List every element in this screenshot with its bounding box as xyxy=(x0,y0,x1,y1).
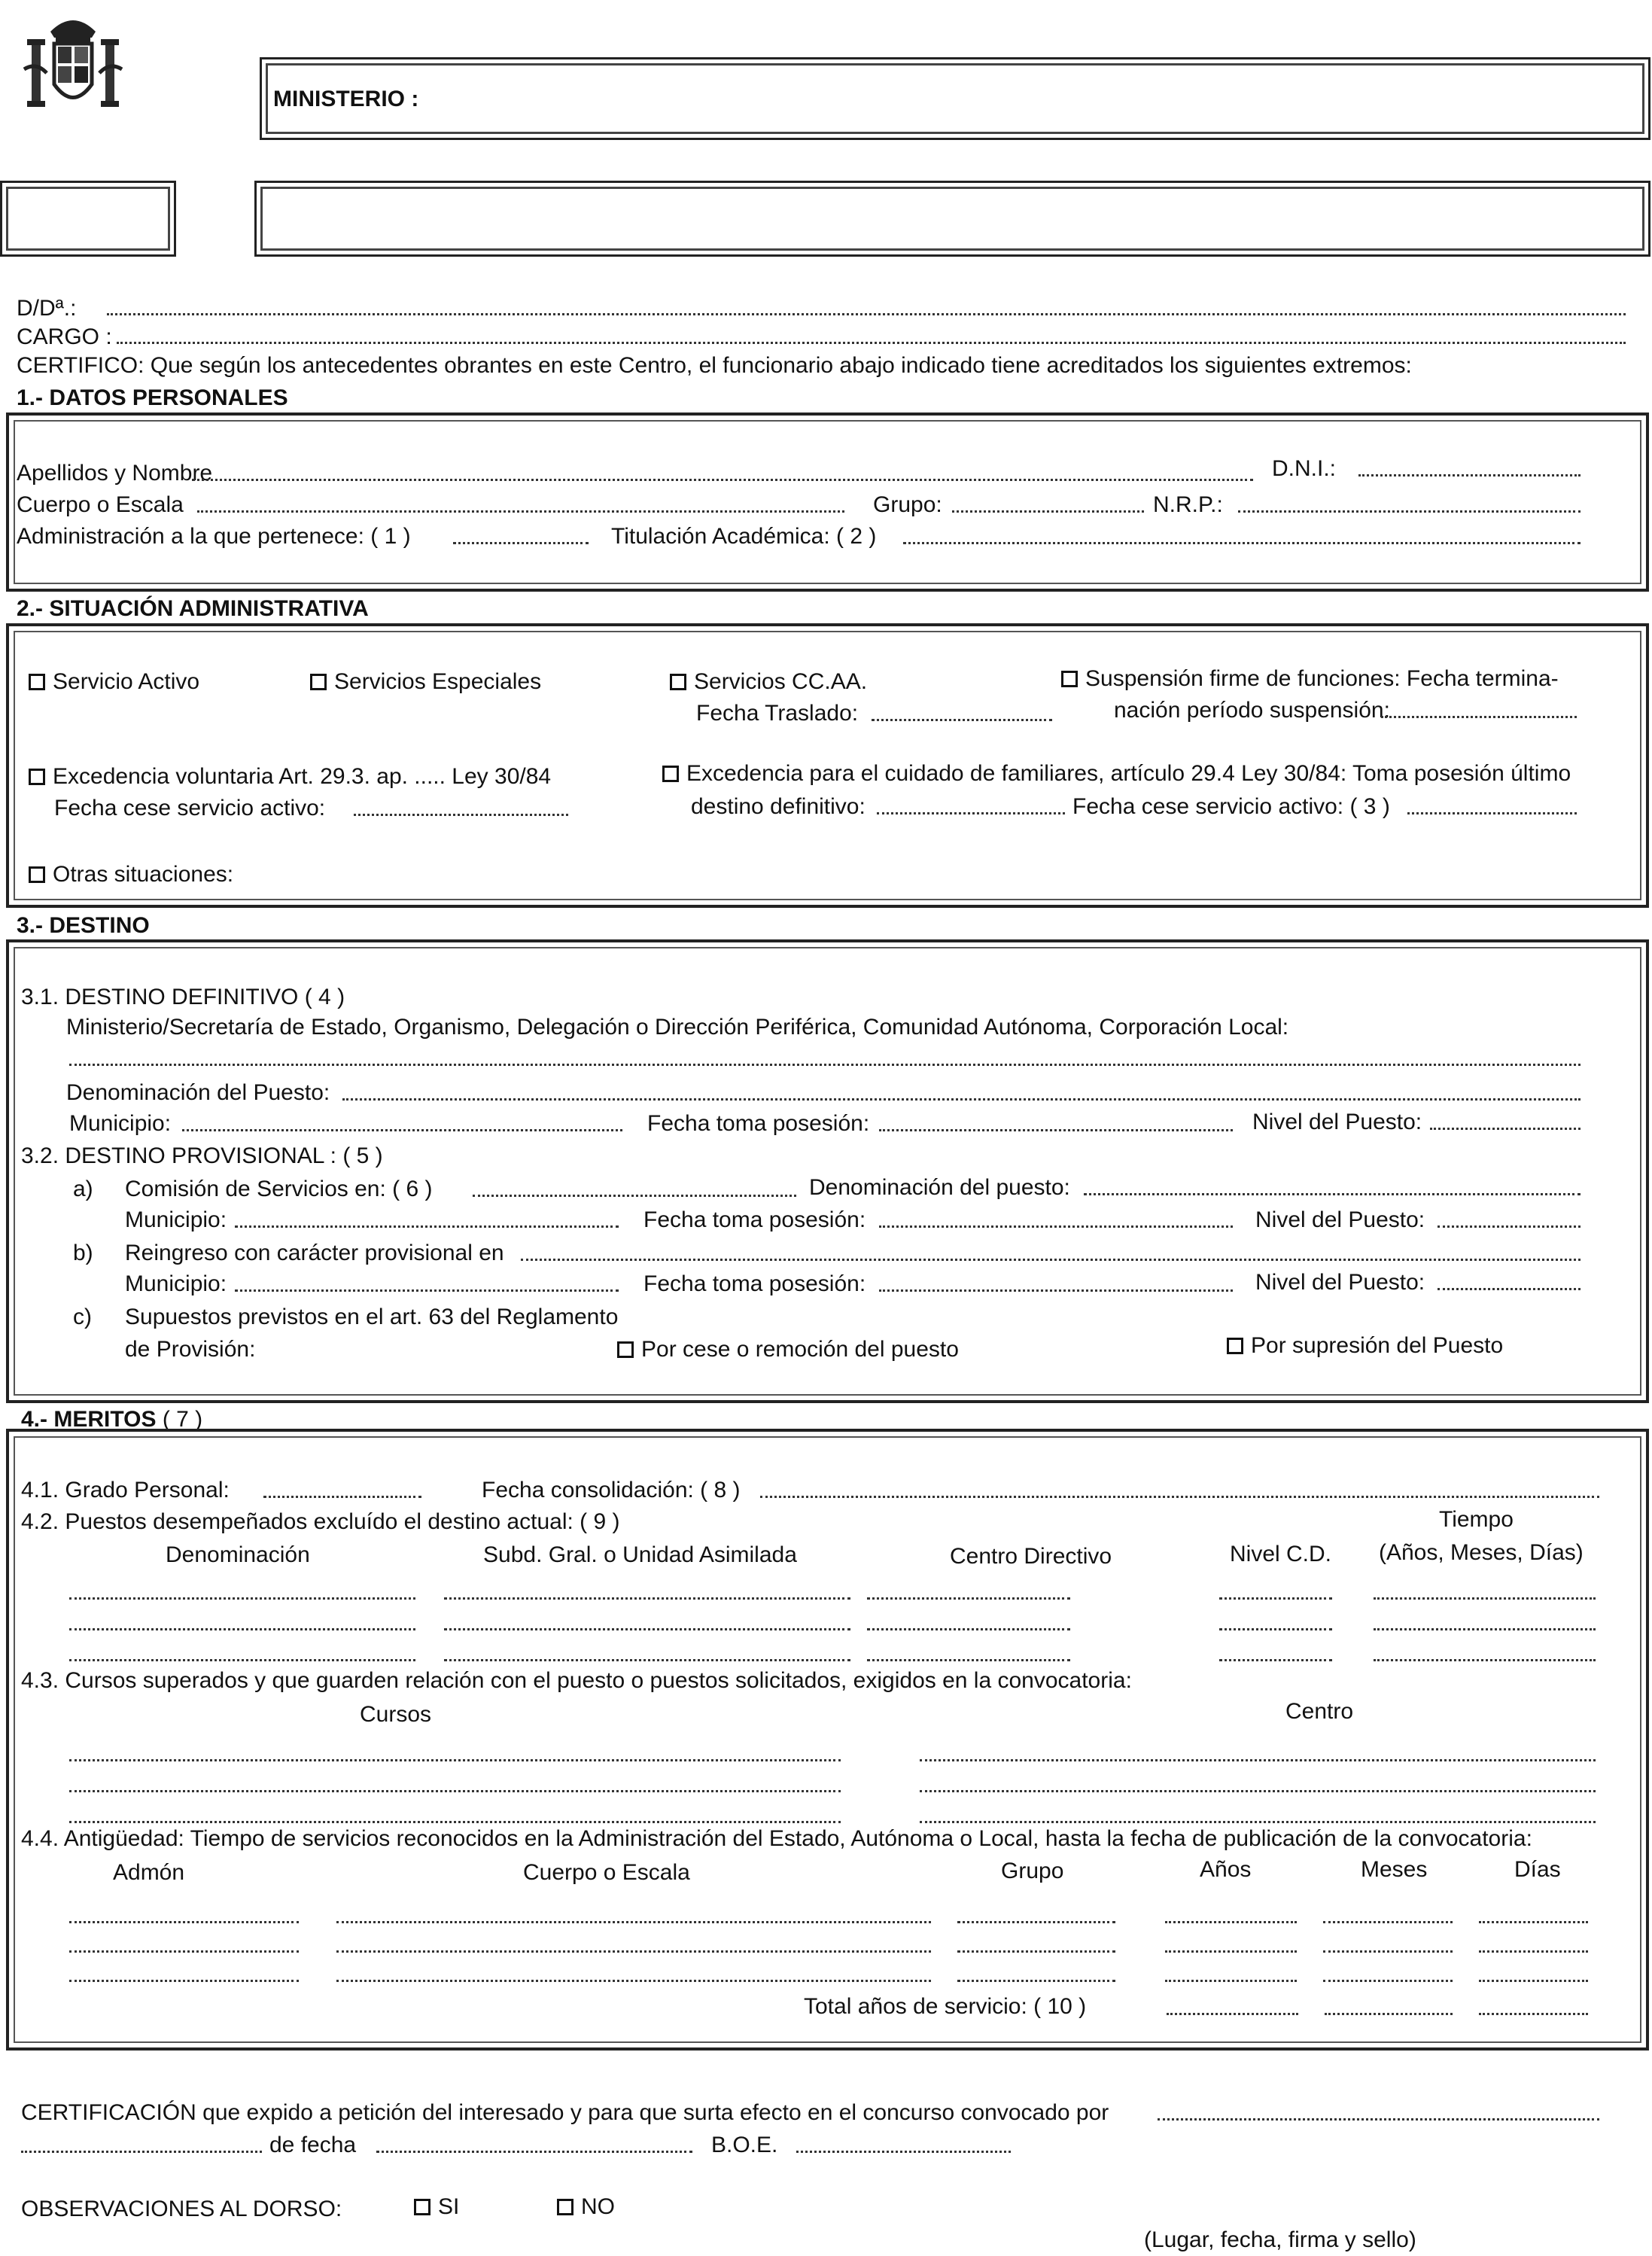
boe-label: B.O.E. xyxy=(711,2133,778,2157)
antiguedad-row-1-col-1[interactable] xyxy=(69,1921,299,1923)
dd-label: D/Dª.: xyxy=(17,296,77,321)
checkbox-icon[interactable] xyxy=(1227,1338,1243,1354)
section-4-title: 4.- MERITOS ( 7 ) xyxy=(21,1407,203,1432)
fecha-cese-3-field[interactable] xyxy=(1407,812,1577,814)
puesto-row-3-col-5[interactable] xyxy=(1374,1659,1596,1661)
fecha-toma-field[interactable] xyxy=(879,1129,1233,1131)
certificacion-text: CERTIFICACIÓN que expido a petición del interesado y para que surta efecto en el concurso convocado por xyxy=(21,2100,1109,2125)
destino-definitivo-field[interactable] xyxy=(877,812,1065,814)
puesto-row-2-col-2[interactable] xyxy=(444,1628,850,1630)
section-2-title: 2.- SITUACIÓN ADMINISTRATIVA xyxy=(17,596,369,621)
nivel-b-field[interactable] xyxy=(1438,1288,1581,1290)
supresion-option[interactable]: Por supresión del Puesto xyxy=(1227,1332,1503,1359)
puesto-row-1-col-5[interactable] xyxy=(1374,1597,1596,1600)
fecha-consolidacion-label: Fecha consolidación: ( 8 ) xyxy=(482,1478,741,1502)
antiguedad-row-3-col-6[interactable] xyxy=(1479,1980,1588,1982)
grupo-field[interactable] xyxy=(952,510,1144,513)
checkbox-icon[interactable] xyxy=(29,769,45,785)
denominacion-field[interactable] xyxy=(342,1098,1581,1101)
grado-field[interactable] xyxy=(263,1496,421,1498)
otras-situaciones-option[interactable]: Otras situaciones: xyxy=(29,861,233,888)
admin-label: Administración a la que pertenece: ( 1 ) xyxy=(17,524,411,549)
col-denominacion: Denominación xyxy=(166,1542,310,1567)
nivel-a-field[interactable] xyxy=(1438,1225,1581,1228)
titulacion-label: Titulación Académica: ( 2 ) xyxy=(611,524,877,549)
dd-field[interactable] xyxy=(107,313,1626,315)
puesto-row-2-col-3[interactable] xyxy=(867,1628,1070,1630)
puesto-row-2-col-5[interactable] xyxy=(1374,1628,1596,1630)
col-nivel-cd: Nivel C.D. xyxy=(1230,1542,1332,1566)
antiguedad-row-3-col-4[interactable] xyxy=(1165,1980,1297,1982)
ministerio-box[interactable] xyxy=(260,57,1650,140)
checkbox-icon[interactable] xyxy=(662,766,679,782)
grado-label: 4.1. Grado Personal: xyxy=(21,1478,230,1502)
checkbox-icon[interactable] xyxy=(670,674,686,690)
curso-row-2-col-2[interactable] xyxy=(920,1790,1596,1792)
puesto-row-1-col-2[interactable] xyxy=(444,1597,850,1600)
col-dias: Días xyxy=(1514,1857,1561,1882)
boe-field[interactable] xyxy=(796,2151,1011,2153)
col-cuerpo: Cuerpo o Escala xyxy=(523,1860,690,1885)
coat-of-arms-icon xyxy=(17,9,129,122)
col-admon: Admón xyxy=(113,1860,185,1885)
observaciones-label: OBSERVACIONES AL DORSO: xyxy=(21,2197,342,2221)
checkbox-icon[interactable] xyxy=(557,2199,573,2215)
checkbox-icon[interactable] xyxy=(1061,671,1078,687)
puesto-row-3-col-2[interactable] xyxy=(444,1659,850,1661)
puestos-label: 4.2. Puestos desempeñados excluído el destino actual: ( 9 ) xyxy=(21,1509,620,1534)
reingreso-label: Reingreso con carácter provisional en xyxy=(125,1241,504,1265)
de-fecha-field[interactable] xyxy=(376,2151,692,2153)
suspension-option[interactable]: Suspensión firme de funciones: Fecha termina- xyxy=(1061,665,1559,693)
code-box[interactable] xyxy=(0,181,176,257)
cargo-label: CARGO : xyxy=(17,324,112,349)
curso-row-1-col-1[interactable] xyxy=(69,1759,841,1761)
nrp-label: N.R.P.: xyxy=(1153,492,1223,517)
item-c: c) xyxy=(73,1305,92,1329)
puesto-row-3-col-4[interactable] xyxy=(1219,1659,1332,1661)
fecha-toma-a-field[interactable] xyxy=(879,1225,1233,1228)
municipio-a-field[interactable] xyxy=(235,1225,619,1228)
apellidos-field[interactable] xyxy=(192,479,1253,481)
destino-definitivo-label: destino definitivo: xyxy=(691,794,866,819)
no-option[interactable]: NO xyxy=(557,2194,615,2221)
item-b: b) xyxy=(73,1241,93,1265)
antiguedad-row-2-col-1[interactable] xyxy=(69,1950,299,1953)
cuerpo-field[interactable] xyxy=(197,510,844,513)
municipio-a-label: Municipio: xyxy=(125,1207,227,1232)
checkbox-icon[interactable] xyxy=(29,674,45,690)
denom-puesto-label: Denominación del puesto: xyxy=(809,1175,1070,1200)
fecha-toma-a-label: Fecha toma posesión: xyxy=(643,1207,866,1232)
puesto-row-2-col-1[interactable] xyxy=(69,1628,415,1630)
destino-provisional-heading: 3.2. DESTINO PROVISIONAL : ( 5 ) xyxy=(21,1143,383,1168)
servicios-ccaa-option[interactable]: Servicios CC.AA. xyxy=(670,668,867,696)
col-subd: Subd. Gral. o Unidad Asimilada xyxy=(483,1542,797,1567)
puesto-row-3-col-3[interactable] xyxy=(867,1659,1070,1661)
provision-label: de Provisión: xyxy=(125,1337,256,1362)
total-anos-field[interactable] xyxy=(1167,2013,1298,2015)
municipio-label: Municipio: xyxy=(69,1111,172,1136)
puesto-row-1-col-4[interactable] xyxy=(1219,1597,1332,1600)
antiguedad-row-2-col-5[interactable] xyxy=(1323,1950,1453,1953)
apellidos-label: Apellidos y Nombre xyxy=(17,461,213,486)
dni-field[interactable] xyxy=(1358,474,1581,476)
excedencia-voluntaria-option[interactable]: Excedencia voluntaria Art. 29.3. ap. ..... Ley 30/84 xyxy=(29,763,551,790)
cese-option[interactable]: Por cese o remoción del puesto xyxy=(617,1336,959,1363)
comision-label: Comisión de Servicios en: ( 6 ) xyxy=(125,1177,433,1201)
firma-label: (Lugar, fecha, firma y sello) xyxy=(1144,2227,1416,2252)
fecha-cese-field[interactable] xyxy=(354,814,568,816)
fecha-traslado-label: Fecha Traslado: xyxy=(696,701,859,726)
antiguedad-row-1-col-3[interactable] xyxy=(957,1921,1115,1923)
antiguedad-row-2-col-4[interactable] xyxy=(1165,1950,1297,1953)
antiguedad-row-3-col-3[interactable] xyxy=(957,1980,1115,1982)
destino-definitivo-heading: 3.1. DESTINO DEFINITIVO ( 4 ) xyxy=(21,985,345,1009)
col-meses: Meses xyxy=(1361,1857,1428,1882)
checkbox-icon[interactable] xyxy=(310,674,327,690)
antiguedad-row-1-col-6[interactable] xyxy=(1479,1921,1588,1923)
antiguedad-heading: 4.4. Antigüedad: Tiempo de servicios reconocidos en la Administración del Estado, Autónoma o Local, hasta la fecha de publicación de la convocatoria: xyxy=(21,1826,1532,1851)
denominacion-label: Denominación del Puesto: xyxy=(66,1080,330,1105)
reingreso-field[interactable] xyxy=(521,1259,1581,1261)
section-3-title: 3.- DESTINO xyxy=(17,913,150,938)
section-4-note: ( 7 ) xyxy=(162,1407,203,1432)
ministerio-organismo-label: Ministerio/Secretaría de Estado, Organismo, Delegación o Dirección Periférica, Comunidad Autónoma, Corporación Local: xyxy=(66,1015,1289,1040)
suspension-fecha-label: nación período suspensión: xyxy=(1114,698,1390,723)
fecha-toma-b-label: Fecha toma posesión: xyxy=(643,1271,866,1296)
section-1-title: 1.- DATOS PERSONALES xyxy=(17,385,288,410)
antiguedad-row-3-col-1[interactable] xyxy=(69,1980,299,1982)
tiempo-label: Tiempo xyxy=(1439,1507,1514,1532)
admin-field[interactable] xyxy=(453,542,589,544)
col-cursos: Cursos xyxy=(360,1702,432,1727)
antiguedad-row-2-col-2[interactable] xyxy=(336,1950,931,1953)
puesto-row-2-col-4[interactable] xyxy=(1219,1628,1332,1630)
supuestos-label: Supuestos previstos en el art. 63 del Reglamento xyxy=(125,1305,619,1329)
curso-row-3-col-1[interactable] xyxy=(69,1821,841,1823)
col-centro-directivo: Centro Directivo xyxy=(950,1544,1112,1569)
checkbox-icon[interactable] xyxy=(617,1341,634,1358)
titulacion-field[interactable] xyxy=(903,542,1581,544)
nivel-label: Nivel del Puesto: xyxy=(1252,1110,1422,1134)
si-option[interactable]: SI xyxy=(414,2194,459,2221)
curso-row-1-col-2[interactable] xyxy=(920,1759,1596,1761)
cursos-heading: 4.3. Cursos superados y que guarden relación con el puesto o puestos solicitados, exigidos en la convocatoria: xyxy=(21,1668,1132,1693)
unit-box[interactable] xyxy=(254,181,1650,257)
fecha-cese-3-label: Fecha cese servicio activo: ( 3 ) xyxy=(1072,794,1390,819)
puesto-row-1-col-3[interactable] xyxy=(867,1597,1070,1600)
col-grupo: Grupo xyxy=(1001,1859,1064,1883)
fecha-consolidacion-field[interactable] xyxy=(760,1496,1599,1498)
antiguedad-row-1-col-4[interactable] xyxy=(1165,1921,1297,1923)
concurso-field[interactable] xyxy=(1158,2118,1599,2121)
checkbox-icon[interactable] xyxy=(414,2199,430,2215)
total-label: Total años de servicio: ( 10 ) xyxy=(804,1994,1087,2019)
puesto-row-3-col-1[interactable] xyxy=(69,1659,415,1661)
ministerio-organismo-field[interactable] xyxy=(69,1064,1581,1066)
curso-row-2-col-1[interactable] xyxy=(69,1790,841,1792)
cuerpo-label: Cuerpo o Escala xyxy=(17,492,184,517)
municipio-b-field[interactable] xyxy=(235,1289,619,1292)
concurso-cont-field[interactable] xyxy=(21,2151,262,2153)
antiguedad-row-1-col-2[interactable] xyxy=(336,1921,931,1923)
curso-row-3-col-2[interactable] xyxy=(920,1821,1596,1823)
municipio-field[interactable] xyxy=(182,1129,622,1131)
cargo-field[interactable] xyxy=(117,342,1626,344)
fecha-cese-label: Fecha cese servicio activo: xyxy=(54,796,326,821)
certifico-text: CERTIFICO: Que según los antecedentes obrantes en este Centro, el funcionario abajo indicado tiene acreditados los siguientes extremos: xyxy=(17,353,1412,378)
item-a: a) xyxy=(73,1177,93,1201)
excedencia-familiares-option[interactable]: Excedencia para el cuidado de familiares, artículo 29.4 Ley 30/84: Toma posesión último xyxy=(662,760,1571,787)
nivel-b-label: Nivel del Puesto: xyxy=(1255,1270,1425,1295)
col-centro: Centro xyxy=(1285,1699,1354,1724)
nrp-field[interactable] xyxy=(1238,510,1581,513)
antiguedad-row-2-col-6[interactable] xyxy=(1479,1950,1588,1953)
section-1-box xyxy=(6,413,1649,592)
ministerio-label: MINISTERIO : xyxy=(273,87,419,111)
grupo-label: Grupo: xyxy=(873,492,942,517)
fecha-toma-b-field[interactable] xyxy=(879,1289,1233,1292)
dni-label: D.N.I.: xyxy=(1272,456,1337,481)
antiguedad-row-2-col-3[interactable] xyxy=(957,1950,1115,1953)
antiguedad-row-3-col-5[interactable] xyxy=(1323,1980,1453,1982)
total-dias-field[interactable] xyxy=(1479,2013,1588,2015)
servicios-especiales-option[interactable]: Servicios Especiales xyxy=(310,668,541,696)
checkbox-icon[interactable] xyxy=(29,866,45,883)
denom-puesto-field[interactable] xyxy=(1084,1193,1581,1195)
comision-field[interactable] xyxy=(473,1195,796,1197)
nivel-field[interactable] xyxy=(1430,1128,1581,1130)
nivel-a-label: Nivel del Puesto: xyxy=(1255,1207,1425,1232)
fecha-toma-label: Fecha toma posesión: xyxy=(647,1111,870,1136)
de-fecha-label: de fecha xyxy=(269,2133,357,2157)
col-anos: Años xyxy=(1200,1857,1252,1882)
puesto-row-1-col-1[interactable] xyxy=(69,1597,415,1600)
antiguedad-row-3-col-2[interactable] xyxy=(336,1980,931,1982)
servicio-activo-option[interactable]: Servicio Activo xyxy=(29,668,199,696)
antiguedad-row-1-col-5[interactable] xyxy=(1323,1921,1453,1923)
total-meses-field[interactable] xyxy=(1325,2013,1453,2015)
col-tiempo: (Años, Meses, Días) xyxy=(1379,1540,1584,1565)
suspension-fecha-field[interactable] xyxy=(1381,716,1577,718)
fecha-traslado-field[interactable] xyxy=(872,719,1052,721)
municipio-b-label: Municipio: xyxy=(125,1271,227,1296)
